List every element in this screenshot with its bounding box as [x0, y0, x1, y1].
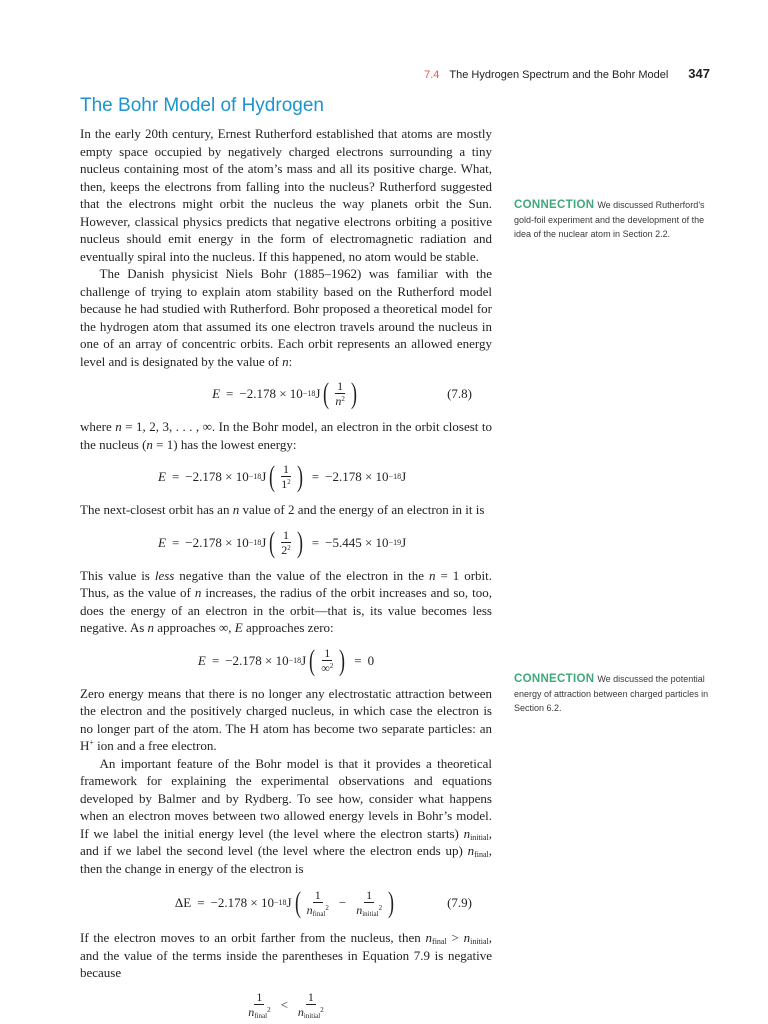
equation-7-9: ΔE = −2.178 × 10 −18 J ( $\frac{1}{n_{final}^2}$ − $\frac{1}{n_{initial}^2}$ ) (7.9) — [174, 886, 472, 919]
paragraph-5: This value is less negative than the value of the electron in the n = 1 orbit. Thus, as the value of n increases, the radius of the orbit increases and so, too, does the energy of an electron in the orbit—that is, its value becomes less negative. As n approaches ∞, E approaches zero: — [80, 567, 493, 635]
inequality: $\frac{1}{n_{final}^2}$ < $\frac{1}{n_{initial}^2}$ — [248, 989, 324, 1020]
connection-note-2 — [514, 672, 714, 716]
main-text — [80, 125, 492, 1022]
section-title: The Hydrogen Spectrum and the Bohr Model — [449, 69, 669, 81]
paragraph-2: The Danish physicist Niels Bohr (1885–1962) was familiar with the challenge of trying to explain atom stability based on the Rutherford model because he had studied with Rutherford. Bohr proposed a theoretical model for the hydrogen atom that assumed its one electron travels around the nucleus in one of an array of concentric orbits. Each orbit represents an allowed energy level and is designated by the value of n: — [80, 266, 492, 369]
equation-7-8: E = −2.178 × 10 −18 J ( $\frac{1}{n^2}$ ) (7.8) — [212, 377, 472, 410]
paragraph-1: In the early 20th century, Ernest Rutherford established that atoms are mostly empty space occupied by negatively charged electrons surrounding a tiny nucleus containing most of the atom’s mass and all its positive charge. What, then, keeps the electrons from falling into the nucleus? Rutherford suggested that the electrons might orbit the nucleus the way planets orbit the Sun. However, classical physics predicts that negative electrons orbiting a positive nucleus should emit energy in the form of electromagnetic radiation and eventually spiral into the nucleus. If this happened, no atom would be stable. — [80, 126, 492, 264]
connection-text: We discussed the potential energy of attraction between charged particles in Section 6.2. — [514, 674, 709, 713]
page-number: 347 — [688, 66, 710, 81]
equation-n-infinity: E = −2.178 × 10 −18 J ( $\frac{1}{\infty^2}$ ) = 0 — [197, 643, 375, 677]
paragraph-7: An important feature of the Bohr model is that it provides a theoretical framework for explaining the experimental observations and equations developed by Balmer and by Rydberg. To see how, consider what happens when an electron moves between two allowed energy levels in Bohr’s model. If we label the initial energy level (the level where the electron starts) $n_{initial}$, and if we label the second level (the level where the electron ends up) $n_{final}$, then the change in energy of the electron is — [80, 755, 493, 876]
connection-label: CONNECTION — [514, 673, 595, 685]
section-number: 7.4 — [424, 69, 440, 81]
equation-number: (7.9) — [447, 895, 472, 910]
paragraph-3: where n = 1, 2, 3, . . . , ∞. In the Bohr model, an electron in the orbit closest to the nucleus (n = 1) has the lowest energy: — [80, 419, 493, 452]
connection-note-1 — [514, 198, 714, 242]
equation-number: (7.8) — [447, 386, 472, 401]
section-heading: The Bohr Model of Hydrogen — [80, 95, 324, 116]
running-head — [424, 66, 710, 81]
paragraph-4: The next-closest orbit has an n value of 2 and the energy of an electron in it is — [80, 502, 485, 517]
paragraph-8: If the electron moves to an orbit farther from the nucleus, then $n_{final} > n_{initial}$, and the value of the terms inside the parentheses in Equation 7.9 is negative because — [80, 930, 493, 980]
connection-text: We discussed Rutherford’s gold-foil experiment and the development of the idea of the nuclear atom in Section 2.2. — [514, 200, 705, 239]
paragraph-6: Zero energy means that there is no longer any electrostatic attraction between the electron and the positively charged nucleus, in which case the electron is no longer part of the atom. The H atom has become two separate particles: an H+ ion and a free electron. — [80, 685, 492, 753]
equation-n1: E = −2.178 × 10 −18 J ( $\frac{1}{1^2}$ ) = −2.178 × 10 −18 J — [158, 460, 407, 493]
connection-label: CONNECTION — [514, 199, 595, 211]
equation-n2: E = −2.178 × 10 −18 J ( $\frac{1}{2^2}$ ) = −5.445 × 10 −19 J — [158, 525, 407, 559]
